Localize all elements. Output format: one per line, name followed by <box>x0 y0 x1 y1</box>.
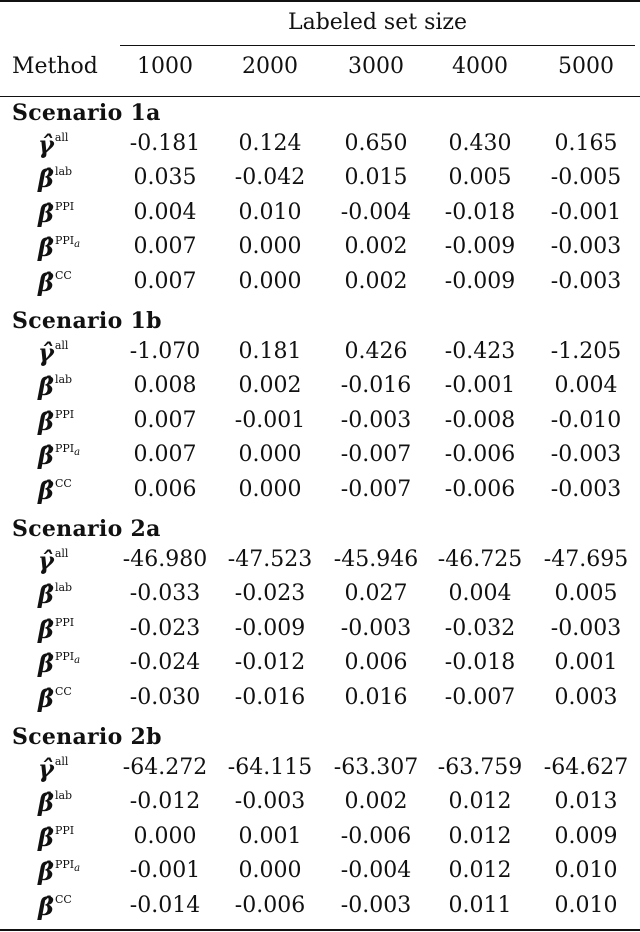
table-cell: 0.010 <box>554 892 618 918</box>
table-cell: 0.016 <box>344 684 408 710</box>
table-cell: -0.003 <box>550 442 622 468</box>
table-cell: -0.006 <box>234 892 306 918</box>
estimator-subscript: a <box>74 655 81 667</box>
column-header: 1000 <box>137 54 193 79</box>
estimator-symbol: β̂ <box>38 406 54 436</box>
estimator-label <box>38 268 72 297</box>
table-cell: -0.016 <box>340 373 412 399</box>
table-cell: 0.004 <box>554 373 618 399</box>
table-cell: 0.181 <box>238 339 302 364</box>
estimator-superscript: PPI <box>54 615 75 629</box>
estimator-label <box>38 441 80 470</box>
table-cell: 0.012 <box>448 858 512 884</box>
table-cell: 0.000 <box>238 268 302 294</box>
estimator-symbol: γ̂ <box>38 754 54 783</box>
table-cell: -0.004 <box>340 858 412 884</box>
table-cell: -0.005 <box>550 165 622 191</box>
estimator-label <box>38 372 72 401</box>
estimator-label <box>38 580 72 609</box>
table-cell: 0.009 <box>554 823 618 849</box>
table-row <box>0 544 640 578</box>
table-cell: -46.980 <box>122 547 208 572</box>
table-cell: 0.430 <box>448 131 512 156</box>
table-cell: 0.027 <box>344 581 408 607</box>
table-cell: 0.006 <box>344 650 408 676</box>
estimator-superscript: PPI <box>54 199 75 213</box>
table-cell: 0.002 <box>344 234 408 260</box>
estimator-label <box>38 546 68 575</box>
header-rule <box>0 96 640 97</box>
section-title: Scenario 1a <box>12 100 161 126</box>
table-row <box>0 821 640 855</box>
estimator-subscript: a <box>74 239 81 251</box>
table-row <box>0 647 640 681</box>
table-cell: 0.165 <box>554 131 618 156</box>
method-header: Method <box>12 54 98 79</box>
table-cell: -0.012 <box>129 789 201 815</box>
table-cell: -0.001 <box>129 858 201 884</box>
estimator-symbol: β̂ <box>38 580 54 610</box>
table-row <box>0 855 640 889</box>
table-cell: -0.001 <box>444 373 516 399</box>
table-cell: -0.014 <box>129 892 201 918</box>
estimator-label <box>38 476 72 505</box>
table-cell: 0.007 <box>133 268 197 294</box>
table-cell: 0.002 <box>344 268 408 294</box>
column-header: 4000 <box>452 54 508 79</box>
estimator-symbol: β̂ <box>38 475 54 505</box>
table-cell: -0.023 <box>129 615 201 641</box>
table-cell: -0.007 <box>340 476 412 502</box>
column-header: 2000 <box>242 54 298 79</box>
estimator-label <box>38 338 68 367</box>
table-cell: 0.124 <box>238 131 302 156</box>
table-cell: 0.000 <box>238 442 302 468</box>
estimator-label <box>38 130 68 159</box>
estimator-symbol: β̂ <box>38 649 54 679</box>
table-cell: -0.008 <box>444 407 516 433</box>
estimator-superscript: CC <box>54 892 72 906</box>
table-cell: -0.003 <box>340 615 412 641</box>
table-cell: 0.007 <box>133 442 197 468</box>
table-row <box>0 786 640 820</box>
estimator-symbol: β̂ <box>38 441 54 471</box>
table-cell: -0.042 <box>234 165 306 191</box>
table-cell: -0.003 <box>340 407 412 433</box>
table-row <box>0 890 640 924</box>
table-cell: -47.695 <box>543 547 629 572</box>
estimator-label <box>38 892 72 921</box>
table-cell: -0.012 <box>234 650 306 676</box>
table-cell: 0.002 <box>238 373 302 399</box>
table-cell: -64.115 <box>227 755 313 780</box>
table-cell: -0.009 <box>444 234 516 260</box>
table-cell: 0.002 <box>344 789 408 815</box>
estimator-superscript: CC <box>54 268 72 282</box>
table-cell: 0.035 <box>133 165 197 191</box>
table-cell: -0.006 <box>444 442 516 468</box>
estimator-subscript: a <box>74 863 81 875</box>
estimator-symbol: β̂ <box>38 233 54 263</box>
section-title: Scenario 2b <box>12 724 162 750</box>
table-cell: -1.070 <box>129 339 201 364</box>
estimator-symbol: γ̂ <box>38 546 54 575</box>
estimator-subscript: a <box>74 447 81 459</box>
table-cell: 0.003 <box>554 684 618 710</box>
estimator-label <box>38 788 72 817</box>
table-cell: -1.205 <box>550 339 622 364</box>
table-cell: -0.018 <box>444 650 516 676</box>
table-row <box>0 578 640 612</box>
table-cell: 0.005 <box>448 165 512 191</box>
estimator-symbol: β̂ <box>38 267 54 297</box>
estimator-symbol: γ̂ <box>38 130 54 159</box>
table-cell: 0.005 <box>554 581 618 607</box>
table-cell: 0.010 <box>238 199 302 225</box>
table-cell: -0.006 <box>340 823 412 849</box>
estimator-superscript: all <box>54 547 69 560</box>
table-cell: -0.032 <box>444 615 516 641</box>
column-group-title: Labeled set size <box>287 10 468 35</box>
table-cell: 0.013 <box>554 789 618 815</box>
table-cell: -0.023 <box>234 581 306 607</box>
table-cell: 0.006 <box>133 476 197 502</box>
column-group-rule <box>120 45 635 46</box>
estimator-superscript: PPI <box>54 823 75 837</box>
table-cell: -0.003 <box>550 476 622 502</box>
table-cell: -63.759 <box>437 755 523 780</box>
table-cell: 0.426 <box>344 339 408 364</box>
estimator-superscript: all <box>54 131 69 144</box>
table-cell: -0.003 <box>340 892 412 918</box>
table-cell: -0.181 <box>129 131 201 156</box>
table-cell: 0.007 <box>133 234 197 260</box>
table-cell: -0.007 <box>340 442 412 468</box>
table-cell: 0.012 <box>448 823 512 849</box>
table-cell: 0.000 <box>238 476 302 502</box>
table-row <box>0 439 640 473</box>
table-cell: 0.001 <box>554 650 618 676</box>
table-cell: 0.001 <box>238 823 302 849</box>
estimator-label <box>38 199 74 228</box>
estimator-superscript: lab <box>54 581 73 595</box>
table-cell: -0.001 <box>550 199 622 225</box>
estimator-symbol: β̂ <box>38 683 54 713</box>
estimator-label <box>38 407 74 436</box>
table-cell: -0.003 <box>550 234 622 260</box>
table-cell: -0.009 <box>234 615 306 641</box>
table-cell: -0.009 <box>444 268 516 294</box>
estimator-superscript: PPI <box>54 442 75 456</box>
estimator-symbol: β̂ <box>38 788 54 818</box>
table-cell: 0.007 <box>133 407 197 433</box>
table-cell: 0.010 <box>554 858 618 884</box>
table-cell: 0.004 <box>448 581 512 607</box>
table-cell: -0.007 <box>444 684 516 710</box>
estimator-label <box>38 754 68 783</box>
table-cell: 0.650 <box>344 131 408 156</box>
table-row <box>0 752 640 786</box>
column-header: 5000 <box>558 54 614 79</box>
estimator-label <box>38 164 72 193</box>
table-cell: 0.004 <box>133 199 197 225</box>
table-cell: -0.003 <box>234 789 306 815</box>
section-title: Scenario 2a <box>12 516 161 542</box>
estimator-superscript: PPI <box>54 858 75 872</box>
table-cell: -0.024 <box>129 650 201 676</box>
table-cell: -0.423 <box>444 339 516 364</box>
table-cell: -0.001 <box>234 407 306 433</box>
table-cell: -64.627 <box>543 755 629 780</box>
estimator-label <box>38 233 80 262</box>
table-cell: -0.030 <box>129 684 201 710</box>
table-cell: -47.523 <box>227 547 313 572</box>
table-row <box>0 370 640 404</box>
table-cell: 0.011 <box>448 892 512 918</box>
estimator-symbol: γ̂ <box>38 338 54 367</box>
table-cell: -0.016 <box>234 684 306 710</box>
estimator-symbol: β̂ <box>38 164 54 194</box>
estimator-symbol: β̂ <box>38 372 54 402</box>
estimator-superscript: PPI <box>54 234 75 248</box>
table-cell: -0.018 <box>444 199 516 225</box>
table-cell: -0.003 <box>550 268 622 294</box>
table-cell: 0.008 <box>133 373 197 399</box>
estimator-symbol: β̂ <box>38 614 54 644</box>
estimator-label <box>38 615 74 644</box>
table-row <box>0 405 640 439</box>
table-row <box>0 682 640 716</box>
estimator-superscript: lab <box>54 165 73 179</box>
table-row <box>0 162 640 196</box>
table-row <box>0 128 640 162</box>
table-cell: -0.033 <box>129 581 201 607</box>
table-cell: 0.000 <box>133 823 197 849</box>
table-row <box>0 231 640 265</box>
table-cell: -46.725 <box>437 547 523 572</box>
table-cell: -0.006 <box>444 476 516 502</box>
section-title: Scenario 1b <box>12 308 162 334</box>
table-cell: 0.000 <box>238 858 302 884</box>
table-row <box>0 197 640 231</box>
estimator-symbol: β̂ <box>38 822 54 852</box>
table-cell: -45.946 <box>333 547 419 572</box>
table-row <box>0 336 640 370</box>
column-header: 3000 <box>348 54 404 79</box>
estimator-superscript: all <box>54 339 69 352</box>
table-row <box>0 474 640 508</box>
top-rule <box>0 0 640 2</box>
table-row <box>0 613 640 647</box>
table-cell: -63.307 <box>333 755 419 780</box>
table-cell: -0.003 <box>550 615 622 641</box>
table-cell: -0.004 <box>340 199 412 225</box>
estimator-superscript: CC <box>54 476 72 490</box>
table-cell: -64.272 <box>122 755 208 780</box>
table-cell: 0.015 <box>344 165 408 191</box>
bottom-rule <box>0 929 640 931</box>
estimator-symbol: β̂ <box>38 198 54 228</box>
table-cell: 0.012 <box>448 789 512 815</box>
estimator-superscript: PPI <box>54 650 75 664</box>
estimator-label <box>38 649 80 678</box>
table-cell: -0.010 <box>550 407 622 433</box>
table-cell: 0.000 <box>238 234 302 260</box>
estimator-superscript: lab <box>54 789 73 803</box>
table-row <box>0 266 640 300</box>
estimator-superscript: CC <box>54 684 72 698</box>
estimator-symbol: β̂ <box>38 857 54 887</box>
estimator-label <box>38 857 80 886</box>
estimator-symbol: β̂ <box>38 891 54 921</box>
estimator-label <box>38 684 72 713</box>
estimator-superscript: lab <box>54 373 73 387</box>
estimator-label <box>38 823 74 852</box>
estimator-superscript: all <box>54 755 69 768</box>
estimator-superscript: PPI <box>54 407 75 421</box>
